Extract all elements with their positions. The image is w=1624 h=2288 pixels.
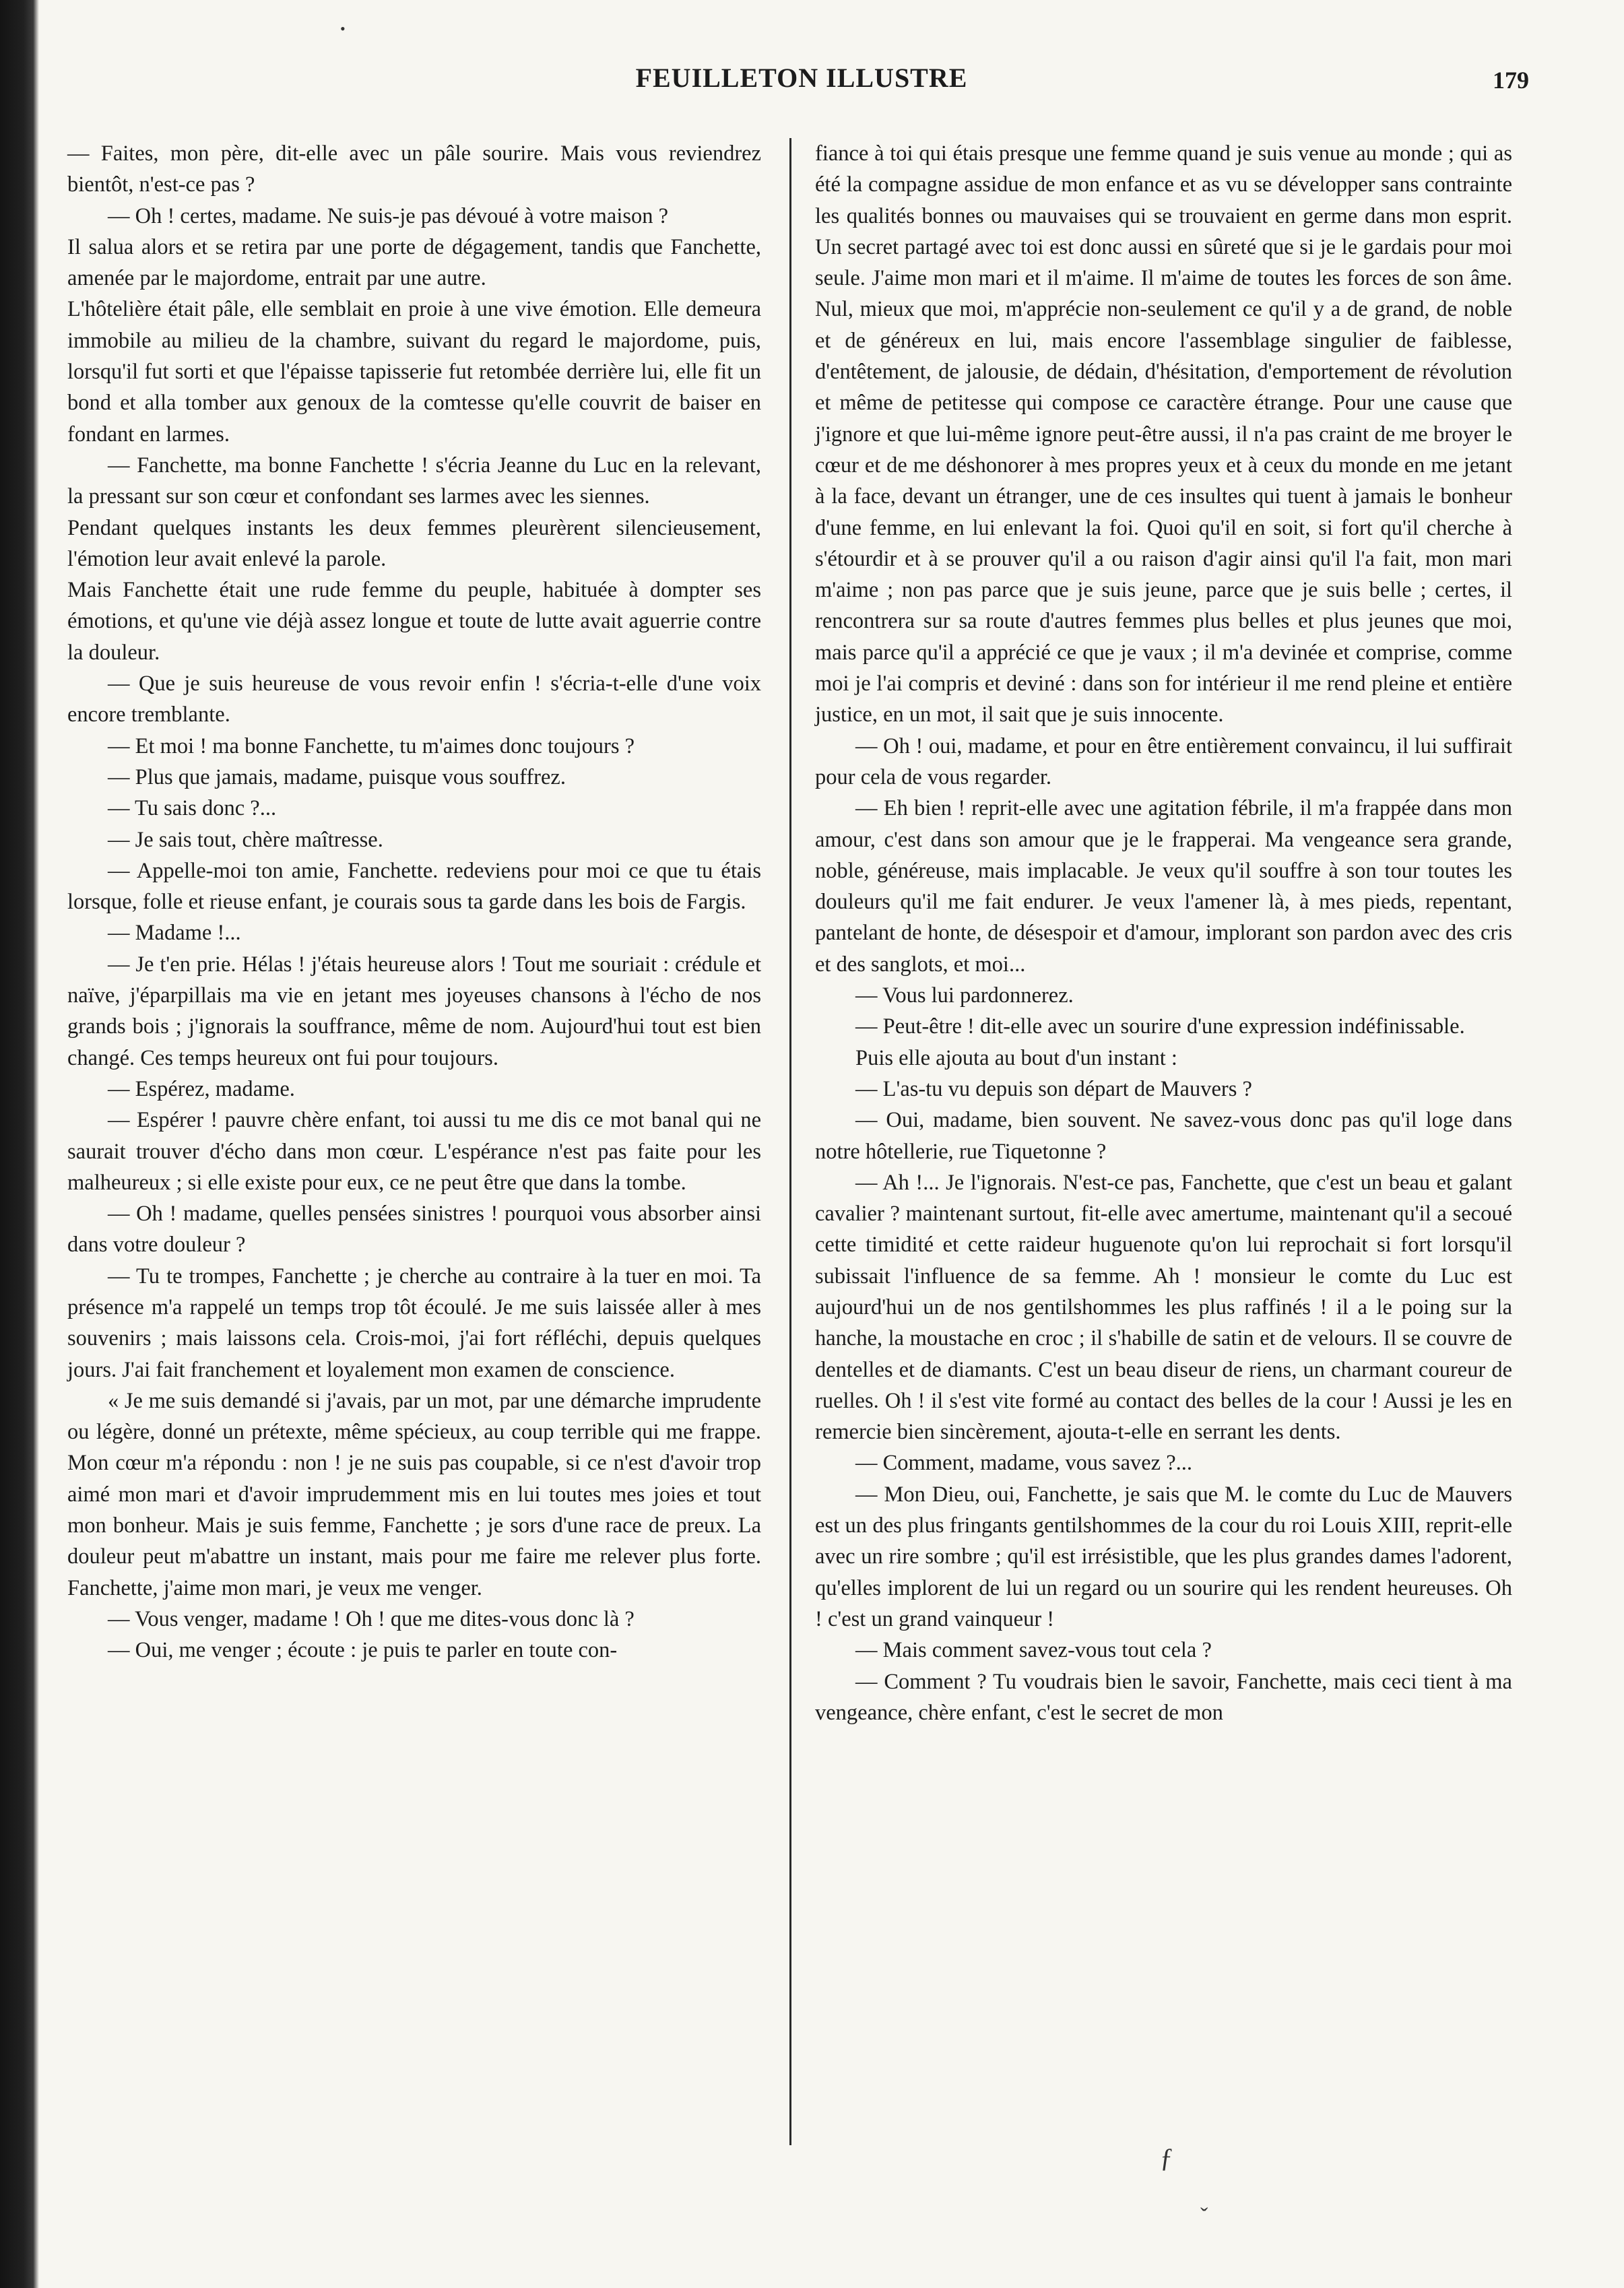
paragraph: — Mais comment savez-vous tout cela ? <box>855 1638 1212 1663</box>
paragraph: — Madame !... <box>108 921 241 946</box>
paragraph: Mais Fanchette était une rude femme du peuple, habituée à dompter ses émotions, et qu'une vie déjà assez longue et toute de lutte avait aguerrie contre la douleur. <box>67 578 761 665</box>
print-mark-bottom-small: ˇ <box>1200 2204 1208 2229</box>
paragraph: Pendant quelques instants les deux femmes pleurèrent silencieusement, l'émotion leur avait enlevé la parole. <box>67 515 761 571</box>
paragraph: — Eh bien ! reprit-elle avec une agitation fébrile, il m'a frappée dans mon amour, c'est dans son amour que je le frapperai. Ma vengeance sera grande, noble, généreuse, mais implacable. Je veux qu'il souffre à son tour toutes les douleurs qu'il me fait endurer. Je veux l'amener là, à mes pieds, repentant, pantelant de honte, de désespoir et d'amour, implorant son pardon avec des cris et des sanglots, et moi... <box>815 796 1512 977</box>
paragraph: fiance à toi qui étais presque une femme quand je suis venue au monde ; qui as été la compagne assidue de mon enfance et as vu se développer sans contrainte les qualités bonnes ou mauvaises qui se trouvaient en germe dans mon esprit. Un secret partagé avec toi est donc aussi en sûreté que si je le gardais pour moi seule. J'aime mon mari et il m'aime. Il m'aime de toutes les forces de son âme. Nul, mieux que moi, m'apprécie non-seulement ce qu'il y a de grand, de noble et de généreux en lui, mais encore l'assemblage singulier de faiblesse, d'entêtement, de jalousie, de dédain, d'hésitation, d'emportement de révolution et même de petitesse qui compose ce caractère étrange. Pour une cause que j'ignore et que lui-même ignore peut-être aussi, il n'a pas craint de me broyer le cœur et de me déshonorer à mes propres yeux et à ceux du monde en me jetant à la face, devant un étranger, une de ces insultes qui tuent à jamais le bonheur d'une femme, en lui enlevant la foi. Quoi qu'il en soit, si fort qu'il cherche à s'étourdir et à se prouver qu'il a ou raison d'agir ainsi qu'il l'a fait, mon mari m'aime ; non pas parce que je suis jeune, parce que je suis belle ; certes, il rencontrera sur sa route d'autres femmes plus belles et plus jeunes que moi, mais parce qu'il a apprécié ce que je vaux ; il m'a devinée et comprise, comme moi je l'ai compris et deviné : dans son for intérieur il me rend pleine et entière justice, en un mot, il sait que je suis innocente. <box>815 141 1512 727</box>
paragraph: « Je me suis demandé si j'avais, par un mot, par une démarche imprudente ou légère, donné un prétexte, même spécieux, au coup terrible qui me frappe. Mon cœur m'a répondu : non ! je ne suis pas coupable, si ce n'est d'avoir trop aimé mon mari et d'avoir imprudemment mis en lui toutes mes joies et tout mon bonheur. Mais je suis femme, Fanchette ; je sors d'une race de preux. La douleur peut m'abattre un instant, mais pour me faire me relever plus forte. Fanchette, j'aime mon mari, je veux me venger. <box>67 1388 761 1600</box>
print-mark-bottom: ƒ <box>1160 2143 1173 2173</box>
paragraph: — Oui, me venger ; écoute : je puis te parler en toute con- <box>108 1638 618 1663</box>
paragraph: — Vous venger, madame ! Oh ! que me dites-vous donc là ? <box>108 1606 635 1631</box>
page-binding-edge <box>0 0 39 2288</box>
paragraph: — Appelle-moi ton amie, Fanchette. redeviens pour moi ce que tu étais lorsque, folle et rieuse enfant, je courais sous ta garde dans les bois de Fargis. <box>67 858 761 915</box>
right-column <box>815 138 1512 1728</box>
paragraph: — Oui, madame, bien souvent. Ne savez-vous donc pas qu'il loge dans notre hôtellerie, rue Tiquetonne ? <box>815 1108 1512 1164</box>
page-number: 179 <box>1493 67 1529 94</box>
paragraph: — Comment ? Tu voudrais bien le savoir, Fanchette, mais ceci tient à ma vengeance, chère enfant, c'est le secret de mon <box>815 1669 1512 1725</box>
paragraph: — Je t'en prie. Hélas ! j'étais heureuse alors ! Tout me souriait : crédule et naïve, j'éparpillais ma vie en jetant mes joyeuses chansons à l'écho de nos grands bois ; j'ignorais la souffrance, même de nom. Aujourd'hui tout est bien changé. Ces temps heureux ont fui pour toujours. <box>67 952 761 1070</box>
paragraph: — Fanchette, ma bonne Fanchette ! s'écria Jeanne du Luc en la relevant, la pressant sur son cœur et confondant ses larmes avec les siennes. <box>67 453 761 509</box>
paragraph: — Je sais tout, chère maîtresse. <box>108 827 383 852</box>
column-divider <box>789 138 791 2145</box>
paragraph: — Comment, madame, vous savez ?... <box>855 1451 1193 1476</box>
paragraph: — Peut-être ! dit-elle avec un sourire d'une expression indéfinissable. <box>855 1014 1465 1039</box>
print-mark-top: • <box>340 20 346 37</box>
paragraph: Il salua alors et se retira par une porte de dégagement, tandis que Fanchette, amenée par le majordome, entrait par une autre. <box>67 234 761 291</box>
paragraph: L'hôtelière était pâle, elle semblait en proie à une vive émotion. Elle demeura immobile au milieu de la chambre, suivant du regard le majordome, puis, lorsqu'il fut sorti et que l'épaisse tapisserie fut retombée derrière lui, elle fit un bond et alla tomber aux genoux de la comtesse qu'elle couvrit de baiser en fondant en larmes. <box>67 297 761 447</box>
paragraph: — Et moi ! ma bonne Fanchette, tu m'aimes donc toujours ? <box>108 733 635 758</box>
paragraph: — Vous lui pardonnerez. <box>855 983 1074 1008</box>
paragraph: — Ah !... Je l'ignorais. N'est-ce pas, Fanchette, que c'est un beau et galant cavalier ? maintenant surtout, fit-elle avec amertume, maintenant qu'il a secoué cette timidité et cette raideur huguenote qu'on lui reprochait si fort lorsqu'il subissait l'influence de sa femme. Ah ! monsieur le comte du Luc est aujourd'hui un de nos gentilshommes les plus raffinés ! il a le poing sur la hanche, la moustache en croc ; il s'habille de satin et de velours. Il se couvre de dentelles et de diamants. C'est un beau diseur de riens, un charmant coureur de ruelles. Oh ! il s'est vite formé au contact des belles de la cour ! Aussi je les en remercie bien sincèrement, ajouta-t-elle en serrant les dents. <box>815 1170 1512 1445</box>
paragraph: — Oh ! madame, quelles pensées sinistres ! pourquoi vous absorber ainsi dans votre douleur ? <box>67 1202 761 1257</box>
paragraph: — Oh ! oui, madame, et pour en être entièrement convaincu, il lui suffirait pour cela de vous regarder. <box>815 733 1512 789</box>
paragraph: — L'as-tu vu depuis son départ de Mauvers ? <box>855 1076 1252 1101</box>
page-header-title: FEUILLETON ILLUSTRE <box>635 63 968 93</box>
paragraph: — Que je suis heureuse de vous revoir enfin ! s'écria-t-elle d'une voix encore tremblante. <box>67 672 761 727</box>
paragraph: — Espérer ! pauvre chère enfant, toi aussi tu me dis ce mot banal qui ne saurait trouver d'écho dans mon cœur. L'espérance n'est pas faite pour les malheureux ; si elle existe pour eux, ce ne peut être que dans la tombe. <box>67 1108 761 1195</box>
paragraph: Puis elle ajouta au bout d'un instant : <box>855 1045 1177 1070</box>
paragraph: — Plus que jamais, madame, puisque vous souffrez. <box>108 764 566 789</box>
left-column <box>67 138 761 1666</box>
paragraph: — Espérez, madame. <box>108 1076 295 1101</box>
paragraph: — Mon Dieu, oui, Fanchette, je sais que M. le comte du Luc de Mauvers est un des plus fringants gentilshommes de la cour du roi Louis XIII, reprit-elle avec un rire sombre ; qu'il est irrésistible, que les plus grandes dames l'adorent, qu'elles implorent de lui un regard ou un sourire qui les rendent heureuses. Oh ! c'est un grand vainqueur ! <box>815 1482 1512 1631</box>
paragraph: — Faites, mon père, dit-elle avec un pâle sourire. Mais vous reviendrez bientôt, n'est-ce pas ? <box>67 141 761 197</box>
paragraph: — Oh ! certes, madame. Ne suis-je pas dévoué à votre maison ? <box>108 203 669 228</box>
paragraph: — Tu sais donc ?... <box>108 796 277 821</box>
paragraph: — Tu te trompes, Fanchette ; je cherche au contraire à la tuer en moi. Ta présence m'a rappelé un temps trop tôt écoulé. Je me suis laissée aller à mes souvenirs ; mais laissons cela. Crois-moi, j'ai fort réfléchi, depuis quelques jours. J'ai fait franchement et loyalement mon examen de conscience. <box>67 1264 761 1382</box>
